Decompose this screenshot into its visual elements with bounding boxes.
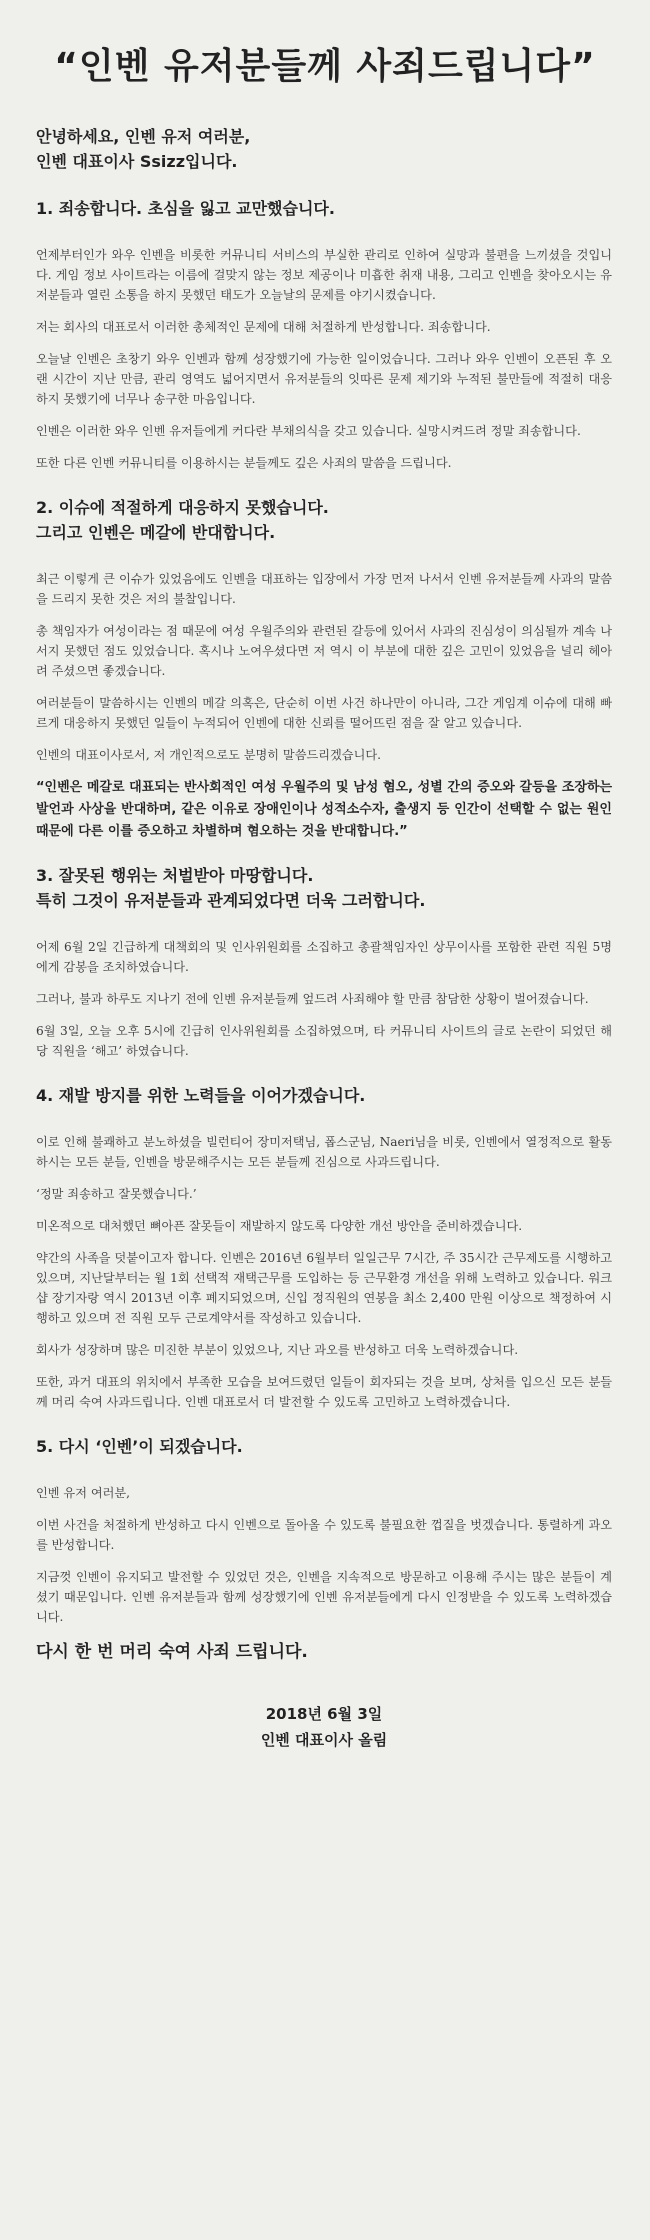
paragraph: 그러나, 불과 하루도 지나기 전에 인벤 유저분들께 엎드려 사죄해야 할 만큼 참담한 상황이 벌어졌습니다. [36, 992, 589, 1006]
paragraph: 또한, 과거 대표의 위치에서 부족한 모습을 보여드렸던 일들이 회자되는 것을 보며, 상처를 입으신 모든 분들께 머리 숙여 사과드립니다. 인벤 대표로서 더 발전할 수 있도록 고민하고 노력하겠습니다. [36, 1375, 612, 1409]
section-heading-line: 3. 잘못된 행위는 처벌받아 마땅합니다. [36, 866, 314, 885]
signature: 인벤 대표이사 올림 [260, 1731, 388, 1749]
paragraph: 인벤은 이러한 와우 인벤 유저들에게 커다란 부채의식을 갖고 있습니다. 실망시켜드려 정말 죄송합니다. [36, 424, 581, 438]
paragraph: 최근 이렇게 큰 이슈가 있었음에도 인벤을 대표하는 입장에서 가장 먼저 나서서 인벤 유저분들께 사과의 말씀을 드리지 못한 것은 저의 불찰입니다. [36, 572, 612, 606]
paragraph: 어제 6월 2일 긴급하게 대책회의 및 인사위원회를 소집하고 총괄책임자인 상무이사를 포함한 관련 직원 5명에게 감봉을 조치하였습니다. [36, 940, 612, 974]
section-heading: 5. 다시 ‘인벤’이 되겠습니다. [36, 1437, 243, 1456]
letter-body [36, 124, 612, 1753]
letter-date: 2018년 6월 3일 [265, 1705, 383, 1723]
paragraph: 인벤 유저 여러분, [36, 1486, 131, 1500]
paragraph: 저는 회사의 대표로서 이러한 총체적인 문제에 대해 처절하게 반성합니다. 죄송합니다. [36, 320, 491, 334]
paragraph: 여러분들이 말씀하시는 인벤의 메갈 의혹은, 단순히 이번 사건 하나만이 아니라, 그간 게임계 이슈에 대해 빠르게 대응하지 못했던 일들이 누적되어 인벤에 대한 신뢰를 떨어뜨린 점을 잘 알고 있습니다. [36, 696, 612, 730]
paragraph: 미온적으로 대처했던 뼈아픈 잘못들이 재발하지 않도록 다양한 개선 방안을 준비하겠습니다. [36, 1219, 523, 1233]
paragraph: 지금껏 인벤이 유지되고 발전할 수 있었던 것은, 인벤을 지속적으로 방문하고 이용해 주시는 많은 분들이 계셨기 때문입니다. 인벤 유저분들과 함께 성장했기에 인벤 유저분들에게 다시 인정받을 수 있도록 노력하겠습니다. [36, 1570, 612, 1624]
policy-statement-quote: “인벤은 메갈로 대표되는 반사회적인 여성 우월주의 및 남성 혐오, 성별 간의 증오와 갈등을 조장하는 발언과 사상을 반대하며, 같은 이유로 장애인이나 성적소수자, 출생지 등 인간이 선택할 수 없는 원인 때문에 다른 이를 증오하고 차별하며 혐오하는 것을 반대합니다.” [36, 780, 612, 839]
paragraph: 언제부터인가 와우 인벤을 비롯한 커뮤니티 서비스의 부실한 관리로 인하여 실망과 불편을 느끼셨을 것입니다. 게임 정보 사이트라는 이름에 걸맞지 않는 정보 제공이나 미흡한 취재 내용, 그리고 인벤을 찾아오시는 유저분들과 열린 소통을 하지 못했던 태도가 오늘날의 문제를 야기시켰습니다. [36, 248, 612, 302]
page-title: “인벤 유저분들께 사죄드립니다” [54, 46, 596, 87]
greeting-line: 인벤 대표이사 Ssizz입니다. [36, 152, 238, 171]
paragraph: 인벤의 대표이사로서, 저 개인적으로도 분명히 말씀드리겠습니다. [36, 748, 381, 762]
section-heading-line: 그리고 인벤은 메갈에 반대합니다. [36, 523, 276, 542]
closing-statement: 다시 한 번 머리 숙여 사죄 드립니다. [36, 1642, 308, 1662]
paragraph: 또한 다른 인벤 커뮤니티를 이용하시는 분들께도 깊은 사죄의 말씀을 드립니다. [36, 456, 452, 470]
paragraph: 이로 인해 불쾌하고 분노하셨을 빌런티어 장미저택님, 폽스군님, Naeri님을 비롯, 인벤에서 열정적으로 활동하시는 모든 분들, 인벤을 방문해주시는 모든 분들께 진심으로 사과드립니다. [36, 1135, 612, 1169]
section-heading: 1. 죄송합니다. 초심을 잃고 교만했습니다. [36, 199, 335, 218]
paragraph: 총 책임자가 여성이라는 점 때문에 여성 우월주의와 관련된 갈등에 있어서 사과의 진심성이 의심될까 계속 나서지 못했던 점도 있었습니다. 혹시나 노여우셨다면 저 역시 이 부분에 대한 깊은 고민이 있었음을 널리 헤아려 주셨으면 좋겠습니다. [36, 624, 612, 678]
greeting [36, 124, 612, 174]
paragraph: 이번 사건을 처절하게 반성하고 다시 인벤으로 돌아올 수 있도록 불필요한 껍질을 벗겠습니다. 통렬하게 과오를 반성합니다. [36, 1518, 612, 1552]
paragraph: 회사가 성장하며 많은 미진한 부분이 있었으나, 지난 과오를 반성하고 더욱 노력하겠습니다. [36, 1343, 519, 1357]
section-heading-line: 특히 그것이 유저분들과 관계되었다면 더욱 그러합니다. [36, 891, 426, 910]
section-heading: 4. 재발 방지를 위한 노력들을 이어가겠습니다. [36, 1086, 366, 1105]
section-heading-line: 2. 이슈에 적절하게 대응하지 못했습니다. [36, 498, 329, 517]
paragraph: 오늘날 인벤은 초창기 와우 인벤과 함께 성장했기에 가능한 일이었습니다. 그러나 와우 인벤이 오픈된 후 오랜 시간이 지난 만큼, 관리 영역도 넓어지면서 유저분들의 잇따른 문제 제기와 누적된 불만들에 적절히 대응하지 못했기에 너무나 송구한 마음입니다. [36, 352, 612, 406]
section-heading [36, 495, 612, 545]
greeting-line: 안녕하세요, 인벤 유저 여러분, [36, 127, 251, 146]
paragraph: 6월 3일, 오늘 오후 5시에 긴급히 인사위원회를 소집하였으며, 타 커뮤니티 사이트의 글로 논란이 되었던 해당 직원을 ‘해고’ 하였습니다. [36, 1024, 612, 1058]
section-heading [36, 863, 612, 913]
paragraph: 약간의 사족을 덧붙이고자 합니다. 인벤은 2016년 6월부터 일일근무 7시간, 주 35시간 근무제도를 시행하고 있으며, 지난달부터는 월 1회 선택적 재택근무를 도입하는 등 근무환경 개선을 위해 노력하고 있습니다. 워크샵 장기자랑 역시 2013년 이후 폐지되었으며, 신입 정직원의 연봉을 최소 2,400 만원 이상으로 책정하여 시행하고 있으며 전 직원 모두 근로계약서를 작성하고 있습니다. [36, 1251, 612, 1325]
paragraph: ‘정말 죄송하고 잘못했습니다.’ [36, 1187, 197, 1201]
